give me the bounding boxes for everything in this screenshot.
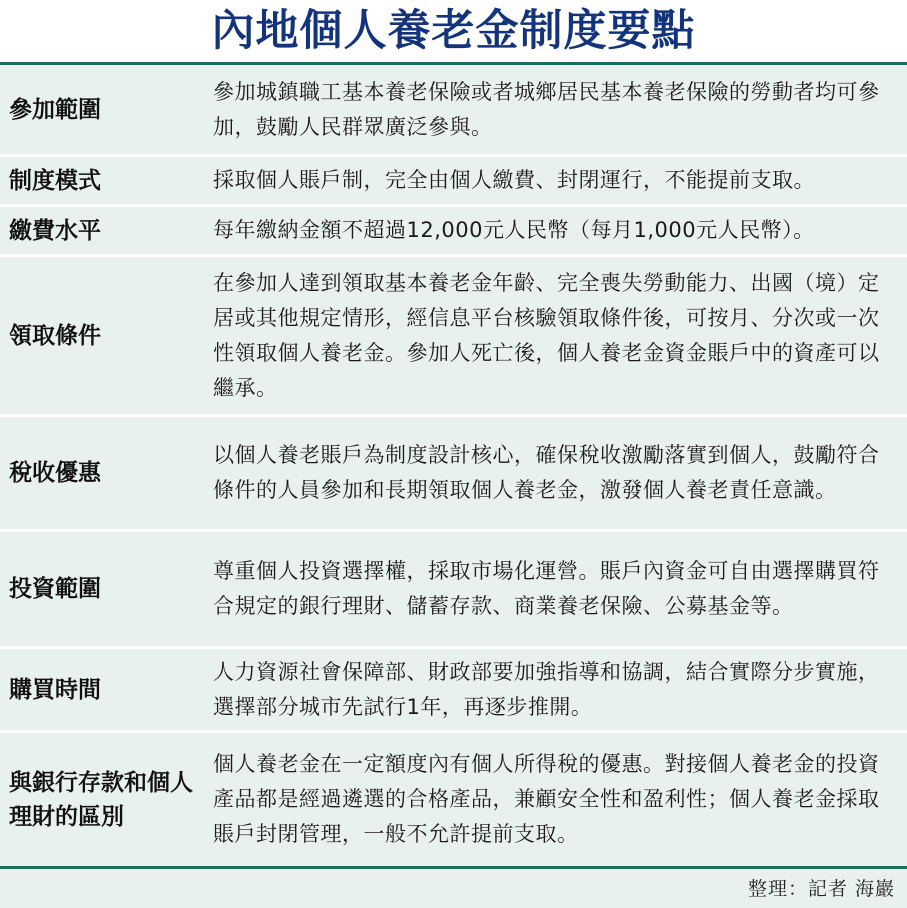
- row-label: 投資範圍: [9, 576, 101, 602]
- row-content: 以個人養老賬戶為制度設計核心，確保稅收激勵落實到個人，鼓勵符合條件的人員參加和長期領取個人養老金，激發個人養老責任意識。: [213, 443, 880, 502]
- row-content: 採取個人賬戶制，完全由個人繳費、封閉運行，不能提前支取。: [213, 168, 815, 192]
- table-row: [0, 65, 907, 157]
- table-row: [0, 649, 907, 733]
- policy-table: [0, 65, 907, 866]
- row-label: 購買時間: [9, 676, 101, 703]
- row-label: 參加範圍: [9, 96, 101, 123]
- row-label: 領取條件: [9, 322, 101, 349]
- row-label: 與銀行存款和個人理財的區別: [9, 769, 193, 830]
- row-content: 參加城鎮職工基本養老保險或者城鄉居民基本養老保險的勞動者均可參加，鼓勵人民群眾廣泛參與。: [213, 79, 880, 139]
- table-row: [0, 207, 907, 257]
- row-label: 稅收優惠: [9, 460, 101, 486]
- credit-line: 整理：記者 海巖: [747, 878, 895, 900]
- row-label: 繳費水平: [9, 217, 101, 244]
- bottom-divider: [0, 866, 907, 869]
- row-content: 每年繳納金額不超過12,000元人民幣（每月1,000元人民幣）。: [213, 218, 815, 242]
- table-row: [0, 532, 907, 649]
- row-label: 制度模式: [9, 167, 101, 194]
- table-row: [0, 257, 907, 417]
- page-title: 內地個人養老金制度要點: [0, 0, 907, 62]
- row-content: 人力資源社會保障部、財政部要加強指導和協調，結合實際分步實施，選擇部分城市先試行1年，再逐步推開。: [213, 659, 880, 719]
- table-row: [0, 417, 907, 532]
- table-row: [0, 733, 907, 866]
- row-content: 尊重個人投資選擇權，採取市場化運營。賬戶內資金可自由選擇購買符合規定的銀行理財、儲蓄存款、商業養老保險、公募基金等。: [213, 559, 880, 618]
- row-content: 在參加人達到領取基本養老金年齡、完全喪失勞動能力、出國（境）定居或其他規定情形，經信息平台核驗領取條件後，可按月、分次或一次性領取個人養老金。參加人死亡後，個人養老金資金賬戶中的資產可以繼承。: [213, 270, 880, 400]
- row-content: 個人養老金在一定額度內有個人所得稅的優惠。對接個人養老金的投資產品都是經過遴選的合格產品，兼顧安全性和盈利性；個人養老金採取賬戶封閉管理，一般不允許提前支取。: [213, 752, 880, 846]
- table-row: [0, 157, 907, 207]
